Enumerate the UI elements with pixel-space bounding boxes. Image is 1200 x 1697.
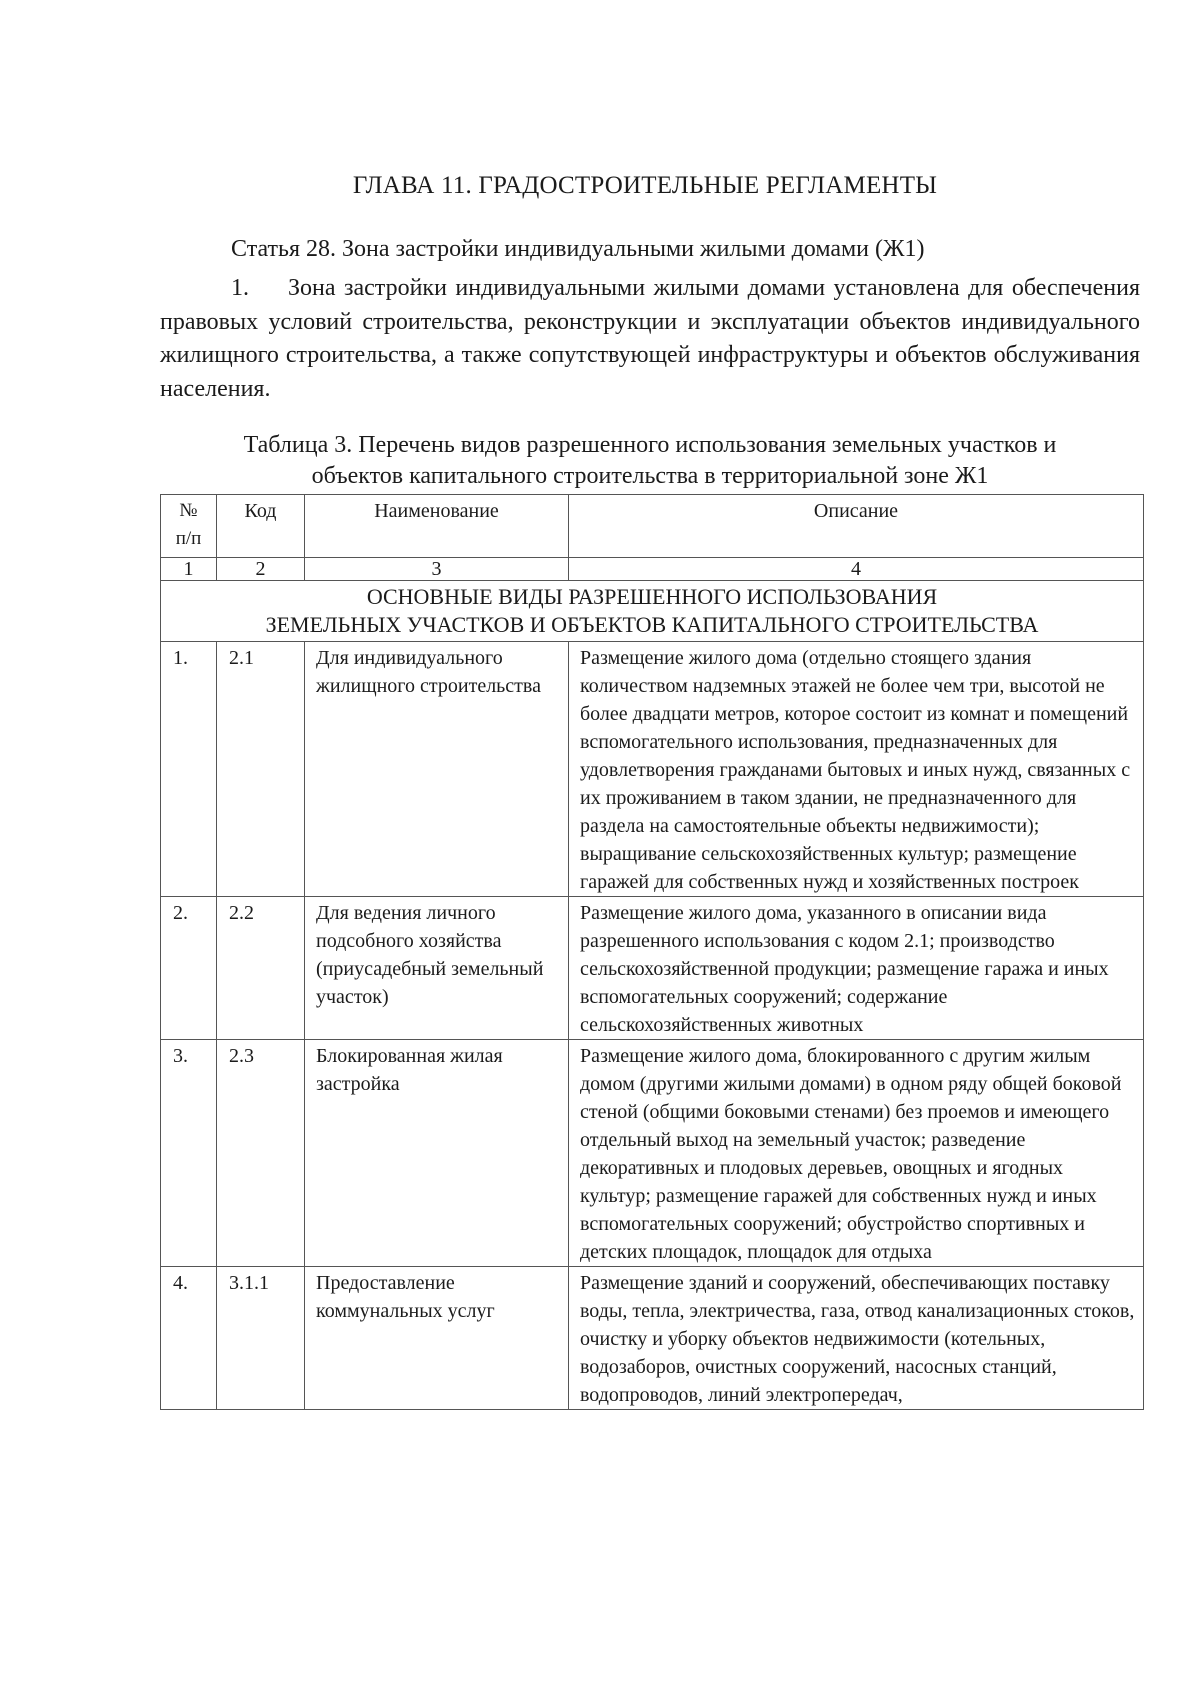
column-number: 4 bbox=[569, 558, 1144, 581]
row-name: Блокированная жилая застройка bbox=[305, 1040, 569, 1267]
row-name: Для ведения личного подсобного хозяйства (приусадебный земельный участок) bbox=[305, 897, 569, 1040]
column-number: 1 bbox=[161, 558, 217, 581]
land-use-table bbox=[160, 494, 1144, 1410]
row-description: Размещение жилого дома, блокированного с другим жилым домом (другими жилыми домами) в одном ряду общей боковой стеной (общими боковыми стенами) без проемов и имеющего отдельный выход на земельный участок; разведение декоративных и плодовых деревьев, овощных и ягодных культур; размещение гаражей для собственных нужд и иных вспомогательных сооружений; обустройство спортивных и детских площадок, площадок для отдыха bbox=[569, 1040, 1144, 1267]
article-title: Статья 28. Зона застройки индивидуальными жилыми домами (Ж1) bbox=[231, 236, 925, 262]
row-number: 4. bbox=[161, 1267, 217, 1410]
header-number-line-2: п/п bbox=[175, 528, 202, 549]
chapter-title: ГЛАВА 11. ГРАДОСТРОИТЕЛЬНЫЕ РЕГЛАМЕНТЫ bbox=[352, 172, 938, 199]
table-caption bbox=[150, 430, 1150, 492]
header-number bbox=[161, 495, 217, 558]
column-number: 3 bbox=[305, 558, 569, 581]
row-number: 3. bbox=[161, 1040, 217, 1267]
header-description: Описание bbox=[569, 495, 1144, 558]
row-description: Размещение жилого дома, указанного в описании вида разрешенного использования с кодом 2.1; производство сельскохозяйственной продукции; размещение гаража и иных вспомогательных сооружений; содержание сельскохозяйственных животных bbox=[569, 897, 1144, 1040]
paragraph-text: Зона застройки индивидуальными жилыми домами установлена для обеспечения правовых условий строительства, реконструкции и эксплуатации объектов индивидуального жилищного строительства, а также сопутствующей инфраструктуры и объектов обслуживания населения. bbox=[160, 275, 1140, 402]
table-row bbox=[161, 1040, 1144, 1267]
section-header-line-2: ЗЕМЕЛЬНЫХ УЧАСТКОВ И ОБЪЕКТОВ КАПИТАЛЬНОГО СТРОИТЕЛЬСТВА bbox=[265, 612, 1039, 637]
table-row bbox=[161, 642, 1144, 897]
section-header-row bbox=[161, 581, 1144, 642]
row-code: 3.1.1 bbox=[217, 1267, 305, 1410]
table-row bbox=[161, 1267, 1144, 1410]
table-caption-line-1: Таблица 3. Перечень видов разрешенного использования земельных участков и bbox=[243, 432, 1057, 458]
row-number: 1. bbox=[161, 642, 217, 897]
table-header-row bbox=[161, 495, 1144, 558]
column-numbers-row bbox=[161, 558, 1144, 581]
paragraph-1 bbox=[160, 272, 1140, 406]
row-description: Размещение жилого дома (отдельно стоящего здания количеством надземных этажей не более чем три, высотой не более двадцати метров, которое состоит из комнат и помещений вспомогательного использования, предназначенных для удовлетворения гражданами бытовых и иных нужд, связанных с их проживанием в таком здании, не предназначенного для раздела на самостоятельные объекты недвижимости); выращивание сельскохозяйственных культур; размещение гаражей для собственных нужд и хозяйственных построек bbox=[569, 642, 1144, 897]
table-caption-line-2: объектов капитального строительства в территориальной зоне Ж1 bbox=[311, 463, 989, 489]
row-name: Предоставление коммунальных услуг bbox=[305, 1267, 569, 1410]
row-code: 2.3 bbox=[217, 1040, 305, 1267]
column-number: 2 bbox=[217, 558, 305, 581]
header-name: Наименование bbox=[305, 495, 569, 558]
section-header-line-1: ОСНОВНЫЕ ВИДЫ РАЗРЕШЕННОГО ИСПОЛЬЗОВАНИЯ bbox=[366, 584, 938, 609]
header-number-line-1: № bbox=[179, 500, 198, 521]
paragraph-number: 1. bbox=[231, 275, 249, 301]
row-number: 2. bbox=[161, 897, 217, 1040]
header-code: Код bbox=[217, 495, 305, 558]
row-code: 2.1 bbox=[217, 642, 305, 897]
table-row bbox=[161, 897, 1144, 1040]
row-code: 2.2 bbox=[217, 897, 305, 1040]
section-header bbox=[161, 581, 1144, 642]
row-description: Размещение зданий и сооружений, обеспечивающих поставку воды, тепла, электричества, газа, отвод канализационных стоков, очистку и уборку объектов недвижимости (котельных, водозаборов, очистных сооружений, насосных станций, водопроводов, линий электропередач, bbox=[569, 1267, 1144, 1410]
row-name: Для индивидуального жилищного строительства bbox=[305, 642, 569, 897]
